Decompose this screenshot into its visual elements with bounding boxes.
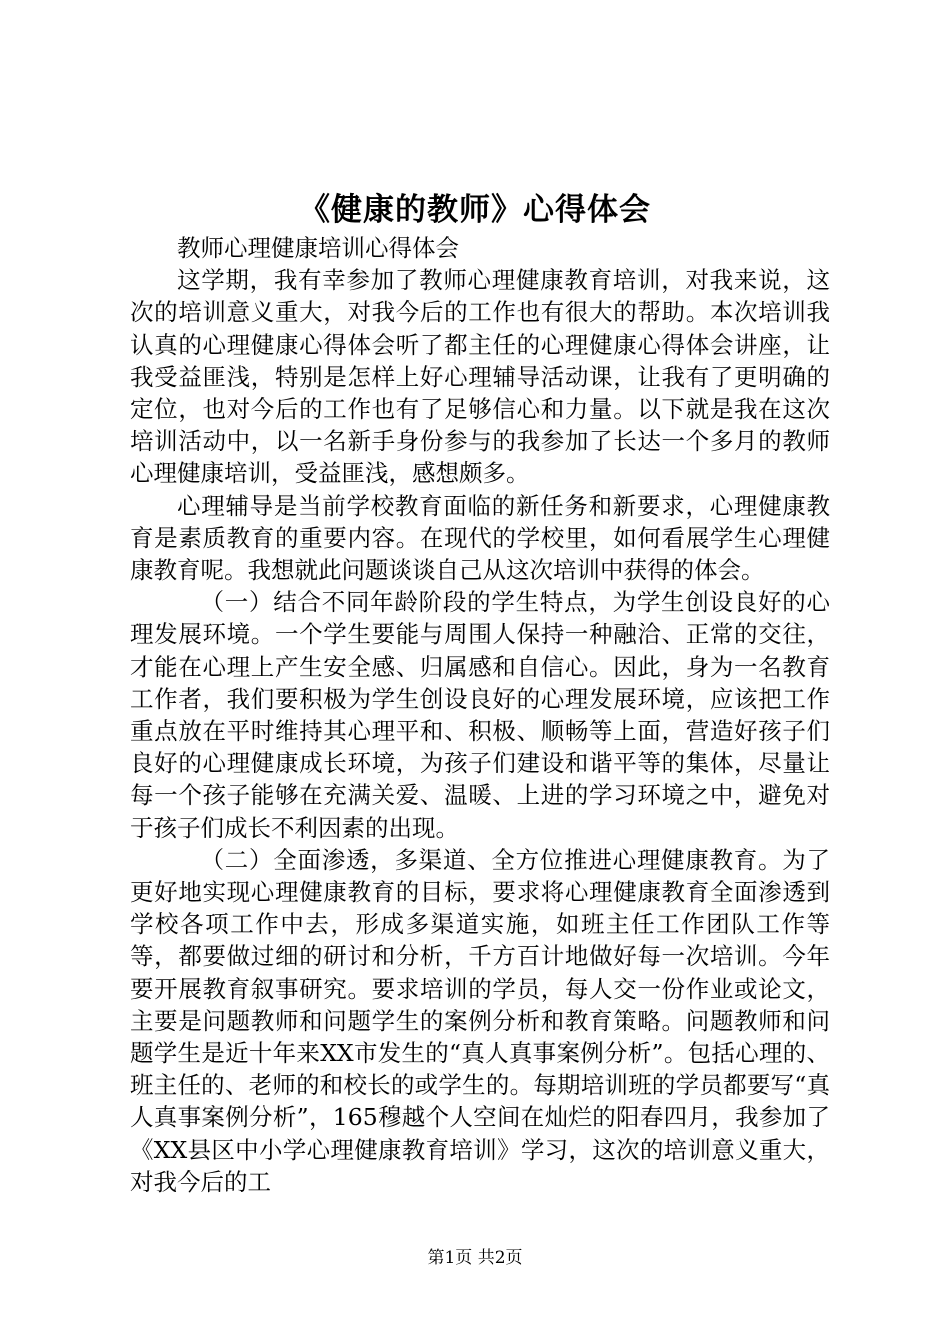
section-one-paragraph: （一）结合不同年龄阶段的学生特点，为学生创设良好的心理发展环境。一个学生要能与周围人保持一种融洽、正常的交往，才能在心理上产生安全感、归属感和自信心。因此，身为一名教育工作者，我们要积极为学生创设良好的心理发展环境，应该把工作重点放在平时维持其心理平和、积极、顺畅等上面，营造好孩子们良好的心理健康成长环境，为孩子们建设和谐平等的集体，尽量让每一个孩子能够在充满关爱、温暖、上进的学习环境之中，避免对于孩子们成长不利因素的出现。 bbox=[130, 588, 830, 842]
document-title: 《健康的教师》心得体会 bbox=[299, 192, 651, 228]
page-number-footer: 第1页 共2页 bbox=[427, 1248, 523, 1268]
subtitle-paragraph: 教师心理健康培训心得体会 bbox=[177, 234, 459, 262]
intro-paragraph: 这学期，我有幸参加了教师心理健康教育培训，对我来说，这次的培训意义重大，对我今后的工作也有很大的帮助。本次培训我认真的心理健康心得体会听了都主任的心理健康心得体会讲座，让我受益匪浅，特别是怎样上好心理辅导活动课，让我有了更明确的定位，也对今后的工作也有了足够信心和力量。以下就是我在这次培训活动中，以一名新手身份参与的我参加了长达一个多月的教师心理健康培训，受益匪浅，感想颇多。 bbox=[130, 266, 830, 488]
context-paragraph: 心理辅导是当前学校教育面临的新任务和新要求，心理健康教育是素质教育的重要内容。在现代的学校里，如何看展学生心理健康教育呢。我想就此问题谈谈自己从这次培训中获得的体会。 bbox=[130, 491, 830, 585]
section-two-paragraph: （二）全面渗透，多渠道、全方位推进心理健康教育。为了更好地实现心理健康教育的目标，要求将心理健康教育全面渗透到学校各项工作中去，形成多渠道实施，如班主任工作团队工作等等，都要做过细的研讨和分析，千方百计地做好每一次培训。今年要开展教育叙事研究。要求培训的学员，每人交一份作业或论文，主要是问题教师和问题学生的案例分析和教育策略。问题教师和问题学生是近十年来XX市发生的“真人真事案例分析”。包括心理的、班主任的、老师的和校长的或学生的。每期培训班的学员都要写“真人真事案例分析”，165穆越个人空间在灿烂的阳春四月，我参加了《XX县区中小学心理健康教育培训》学习，这次的培训意义重大，对我今后的工 bbox=[130, 845, 830, 1196]
document-body bbox=[130, 232, 830, 1198]
